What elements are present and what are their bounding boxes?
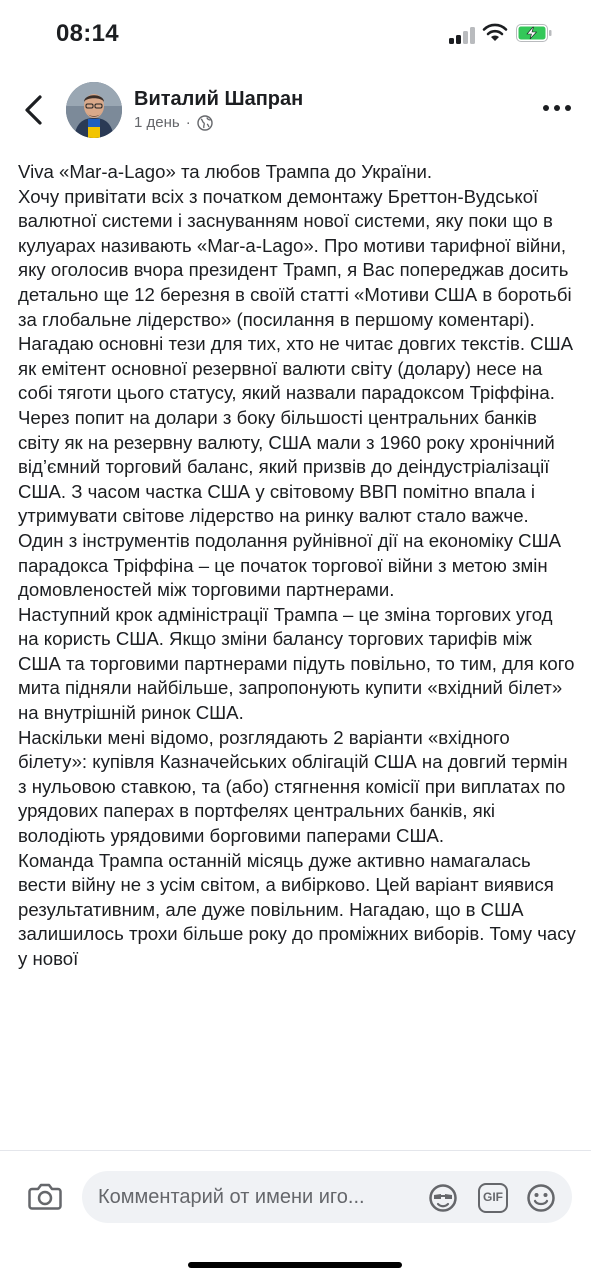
post-paragraph: Команда Трампа останній місяць дуже активно намагалась вести війну не з усім світом, а вибірково. Цей варіант виявися результативним, але дуже повільним. Нагадаю, що в США залишилось трохи більше року до проміжних виборів. Тому часу у нової: [18, 849, 576, 969]
post-paragraph: Viva «Mar-a-Lago» та любов Трампа до України.: [18, 161, 433, 182]
post-paragraph: Один з інструментів подолання руйнівної дії на економіку США парадокса Тріффіна – це початок торгової війни з метою змін домовленостей між торговими партнерами.: [18, 529, 562, 601]
more-icon[interactable]: [540, 98, 574, 118]
post-header: [0, 78, 591, 142]
post-meta: [134, 114, 213, 131]
avatar-image: [66, 82, 122, 138]
post-body: [18, 160, 578, 972]
status-time: 08:14: [56, 20, 119, 47]
post-paragraph: Наскільки мені відомо, розглядають 2 варіанти «вхідного білету»: купівля Казначейських облігацій США на довгий термін з нульовою ставкою, та (або) стягнення комісії при виплатах по урядових паперах в портфелях центральних банків, які володіють урядовими борговими паперами США.: [18, 726, 568, 847]
home-indicator[interactable]: [188, 1262, 402, 1268]
wifi-icon: [482, 22, 508, 42]
meta-separator: ·: [185, 114, 191, 131]
avatar[interactable]: [66, 82, 122, 138]
post-paragraph: Наступний крок адміністрації Трампа – це зміна торгових угод на користь США. Якщо зміни балансу торгових тарифів між США та торговими партнерами підуть повільно, то тим, для кого мита підняли найбільше, запропонують купити «вхідний білет» на внутрішній ринок США.: [18, 603, 575, 724]
post-paragraph: Хочу привітати всіх з початком демонтажу Бреттон-Вудської валютної системи і заснуванням нової системи, яку поки що в кулуарах називають «Mar-a-Lago». Про мотиви тарифної війни, яку оголосив вчора президент Трамп, я Вас попереджав досить детально ще 12 березня в своїй статті «Мотиви США в боротьбі за глобальне лідерство» (посилання в першому коментарі).: [18, 185, 572, 330]
sticker-icon[interactable]: [428, 1183, 458, 1213]
camera-icon[interactable]: [28, 1181, 62, 1211]
back-arrow-icon[interactable]: [18, 92, 50, 128]
emoji-icon[interactable]: [526, 1183, 556, 1213]
author-name[interactable]: Виталий Шапран: [134, 88, 304, 110]
gif-icon[interactable]: GIF: [478, 1183, 508, 1213]
battery-charging-icon: [516, 24, 552, 42]
status-bar: [0, 0, 591, 70]
post-timestamp[interactable]: 1 день: [134, 114, 180, 131]
signal-icon: [449, 26, 477, 44]
globe-icon: [197, 115, 213, 131]
post-paragraph: Нагадаю основні тези для тих, хто не читає довгих текстів. США як емітент основної резервної валюти світу (долару) несе на собі тяготи цього статусу, який назвали парадоксом Тріффіна. Через попит на долари з боку більшості центральних банків світу як на резервну валюту, США мали з 1960 року хронічний від’ємний торговий баланс, який призвів до деіндустріалізації США. З часом частка США у світовому ВВП помітно впала і утримувати світове лідерство на ринку валют стало важче.: [18, 333, 574, 527]
